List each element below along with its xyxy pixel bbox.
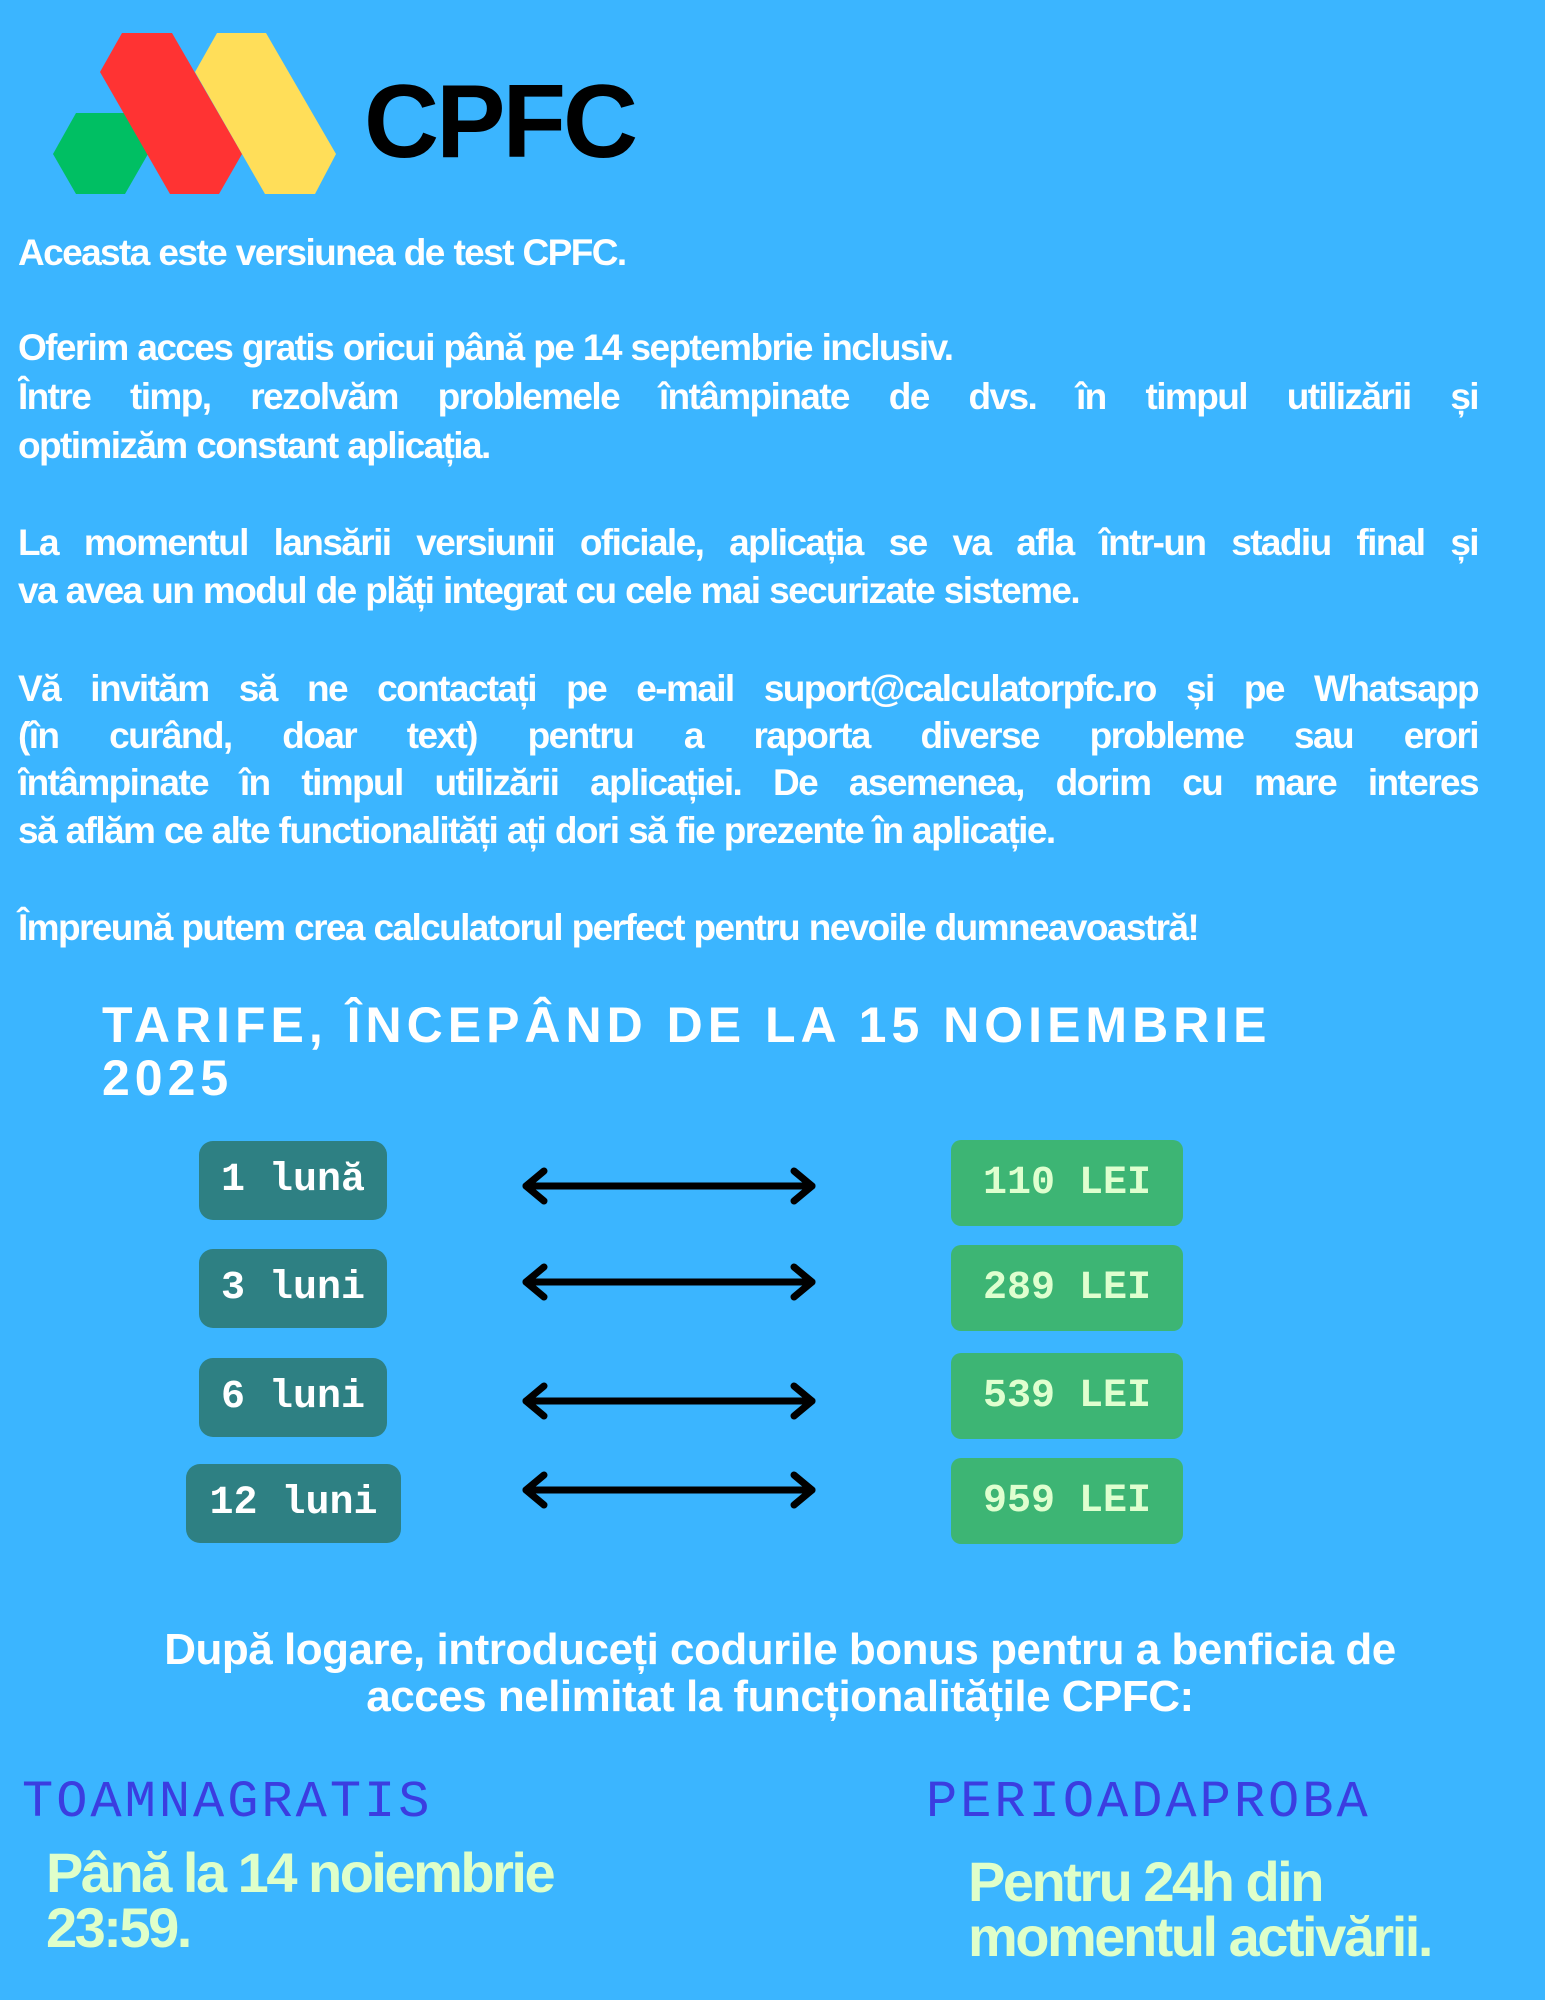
- bonus-instructions-cont: acces nelimitat la funcționalitățile CPFC:: [366, 1672, 1194, 1721]
- bonus-code-validity: momentul activării.: [968, 1905, 1431, 1968]
- period-12-months: [186, 1464, 401, 1543]
- price-3-months: [951, 1245, 1183, 1331]
- closing-line: Împreună putem crea calculatorul perfect pentru nevoile dumneavoastră!: [18, 907, 1199, 948]
- price-label: 539 LEI: [982, 1373, 1152, 1419]
- brand-name: CPFC: [364, 64, 636, 180]
- price-6-months: [951, 1353, 1183, 1439]
- period-3-months: [199, 1249, 387, 1328]
- bonus-code-perioadaproba: PERIOADAPROBA: [926, 1773, 1371, 1832]
- period-label: 1 lună: [220, 1158, 366, 1203]
- double-arrow-icon: [518, 1259, 820, 1305]
- period-6-months: [199, 1358, 387, 1437]
- bonus-code-validity: 23:59.: [46, 1896, 190, 1959]
- intro-line: Oferim acces gratis oricui până pe 14 septembrie inclusiv.: [18, 327, 953, 368]
- price-12-months: [951, 1458, 1183, 1544]
- intro-line: Între timp, rezolvăm problemele întâmpinate de dvs. în timpul utilizării și: [18, 376, 1478, 417]
- double-arrow-icon: [518, 1378, 820, 1424]
- cpfc-logo-icon: [0, 0, 360, 220]
- bonus-code-validity: Până la 14 noiembrie: [46, 1841, 554, 1904]
- price-label: 110 LEI: [982, 1160, 1152, 1206]
- contact-line: să aflăm ce alte functionalități ați dori să fie prezente în aplicație.: [18, 810, 1055, 851]
- intro-line: optimizăm constant aplicația.: [18, 425, 490, 466]
- pricing-heading: TARIFE, ÎNCEPÂND DE LA 15 NOIEMBRIE: [102, 997, 1272, 1053]
- contact-line: Vă invităm să ne contactați pe e-mail suport@calculatorpfc.ro și pe Whatsapp: [18, 668, 1478, 709]
- bonus-code-validity: Pentru 24h din: [968, 1850, 1322, 1913]
- contact-line: întâmpinate în timpul utilizării aplicației. De asemenea, dorim cu mare interes: [18, 762, 1478, 803]
- period-label: 12 luni: [209, 1481, 378, 1526]
- intro-line: La momentul lansării versiunii oficiale, aplicația se va afla într-un stadiu final și: [18, 522, 1478, 563]
- pricing-heading-year: 2025: [102, 1050, 234, 1106]
- double-arrow-icon: [518, 1467, 820, 1513]
- period-label: 6 luni: [220, 1375, 366, 1420]
- contact-line: (în curând, doar text) pentru a raporta diverse probleme sau erori: [18, 715, 1478, 756]
- bonus-code-toamnagratis: TOAMNAGRATIS: [22, 1773, 433, 1832]
- period-label: 3 luni: [220, 1266, 366, 1311]
- price-1-month: [951, 1140, 1183, 1226]
- double-arrow-icon: [518, 1163, 820, 1209]
- bonus-instructions: După logare, introduceți codurile bonus pentru a benficia de: [164, 1625, 1396, 1674]
- price-label: 959 LEI: [982, 1478, 1152, 1524]
- price-label: 289 LEI: [982, 1265, 1152, 1311]
- intro-line: va avea un modul de plăți integrat cu cele mai securizate sisteme.: [18, 570, 1080, 611]
- intro-line: Aceasta este versiunea de test CPFC.: [18, 232, 626, 273]
- period-1-month: [199, 1141, 387, 1220]
